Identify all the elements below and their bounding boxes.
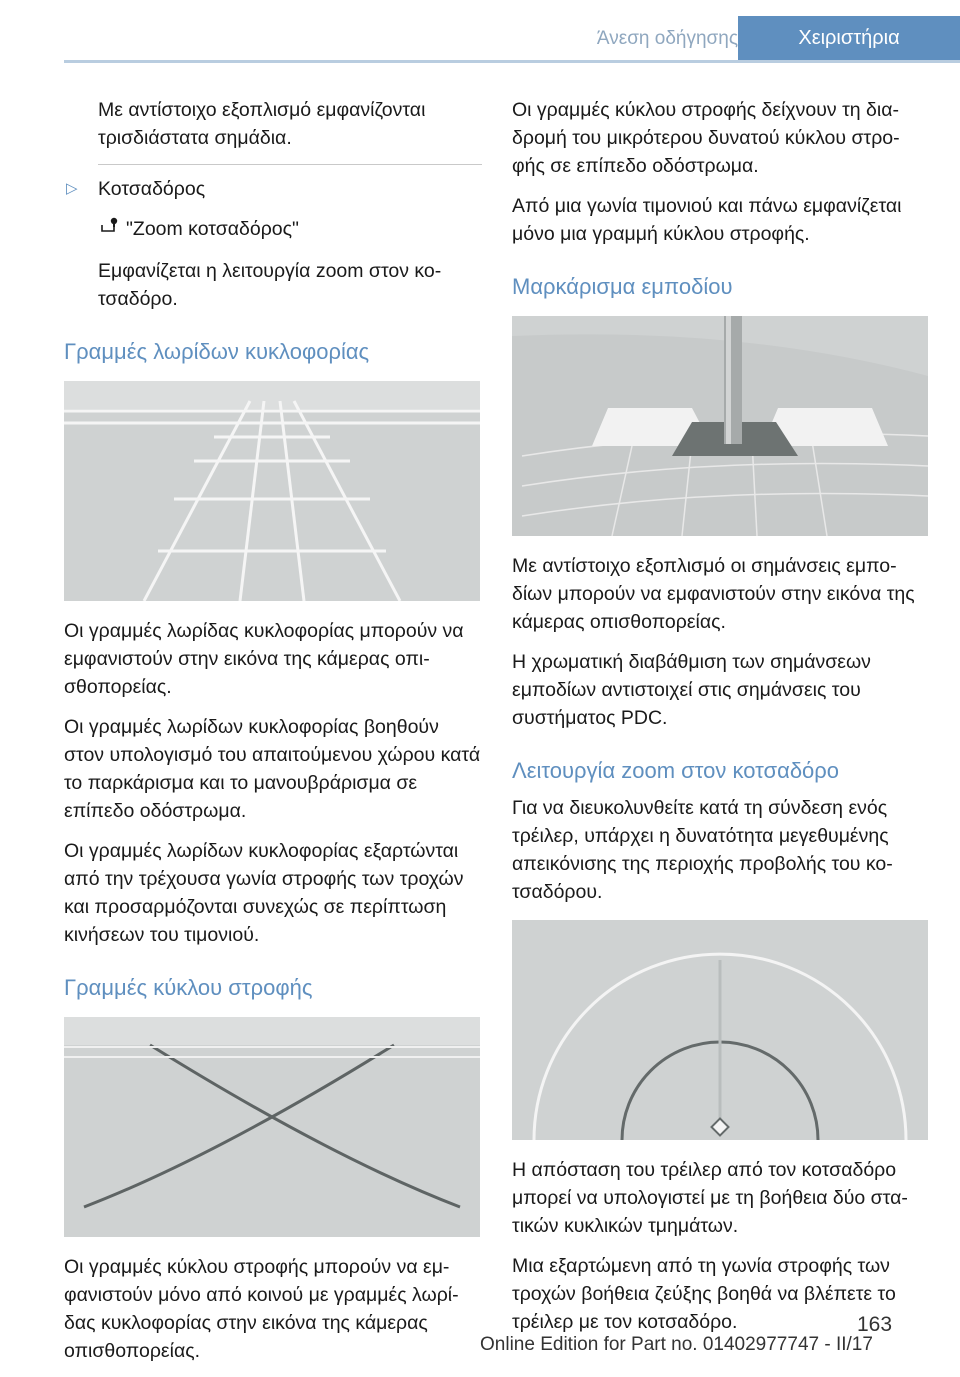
paragraph-turn-2: Οι γραμμές κύκλου στροφής δείχνουν τη δια-δρομή του μικρότερου δυνατού κύκλου στρο-φής σε επίπεδο οδόστρωμα. xyxy=(512,99,900,177)
paragraph-intro: Με αντίστοιχο εξοπλισμό εμφανίζονται τρισδιάστατα σημάδια. xyxy=(98,99,426,149)
chapter-tab-previous[interactable]: Άνεση οδήγησης xyxy=(596,28,738,49)
heading-hitch-zoom: Λειτουργία zoom στον κοτσαδόρο xyxy=(512,758,840,783)
trailer-hitch-icon xyxy=(98,215,120,245)
page-header xyxy=(0,0,960,62)
paragraph-obstacle-2: Η χρωματική διαβάθμιση των σημάνσεων εμποδίων αντιστοιχεί στις σημάνσεις του συστήματος PDC. xyxy=(512,651,871,729)
image-turning-circle xyxy=(64,1017,480,1237)
paragraph-zoom-1: Για να διευκολυνθείτε κατά τη σύνδεση ενός τρέιλερ, υπάρχει η δυνατότητα μεγεθυμένης απεικόνισης της περιοχής προβολής του κο-τσαδόρου. xyxy=(512,797,893,903)
paragraph-lanes-1: Οι γραμμές λωρίδας κυκλοφορίας μπορούν να εμφανιστούν στην εικόνα της κάμερας οπι-σθοπορείας. xyxy=(64,620,464,698)
paragraph-obstacle-1: Με αντίστοιχο εξοπλισμό οι σημάνσεις εμπο-δίων μπορούν να εμφανιστούν στην εικόνα της κάμερας οπισθοπορείας. xyxy=(512,555,915,633)
paragraph-zoom-2: Η απόσταση του τρέιλερ από τον κοτσαδόρο μπορεί να υπολογιστεί με τη βοήθεια δύο στα-τικών κυκλικών τμημάτων. xyxy=(512,1159,908,1237)
paragraph-turn-1: Οι γραμμές κύκλου στροφής μπορούν να εμ-φανιστούν μόνο από κοινού με γραμμές λωρί-δας κυκλοφορίας στην εικόνα της κάμερας οπισθοπορείας. xyxy=(64,1256,459,1362)
chapter-tab-active[interactable]: Χειριστήρια xyxy=(738,16,960,60)
image-lane-lines xyxy=(64,381,480,601)
heading-lane-lines: Γραμμές λωρίδων κυκλοφορίας xyxy=(64,339,370,364)
paragraph-lanes-2: Οι γραμμές λωρίδων κυκλοφορίας βοηθούν στον υπολογισμό του απαιτούμενου χώρου κατά το παρκάρισμα και το μανουβράρισμα σε επίπεδο οδόστρωμα. xyxy=(64,716,481,822)
right-column xyxy=(512,96,930,1348)
paragraph-lanes-3: Οι γραμμές λωρίδων κυκλοφορίας εξαρτώνται από την τρέχουσα γωνία στροφής των τροχών και προσαρμόζονται συνεχώς σε περίπτωση κινήσεων του τιμονιού. xyxy=(64,840,464,946)
header-rule xyxy=(64,60,960,63)
zoom-option xyxy=(64,215,482,245)
image-obstacle-marking xyxy=(512,316,928,536)
heading-turning-circle: Γραμμές κύκλου στροφής xyxy=(64,975,313,1000)
divider xyxy=(98,164,482,165)
bullet-label: Κοτσαδόρος xyxy=(98,178,206,200)
paragraph-zoom-function: Εμφανίζεται η λειτουργία zoom στον κο-τσαδόρο. xyxy=(98,260,442,310)
heading-obstacle-marking: Μαρκάρισμα εμποδίου xyxy=(512,274,733,299)
zoom-option-label: "Zoom κοτσαδόρος" xyxy=(126,218,299,241)
paragraph-turn-3: Από μια γωνία τιμονιού και πάνω εμφανίζεται μόνο μια γραμμή κύκλου στροφής. xyxy=(512,195,902,245)
left-column xyxy=(64,96,482,1377)
bullet-item-hitch xyxy=(64,175,482,203)
paragraph-zoom-3: Μια εξαρτώμενη από τη γωνία στροφής των τροχών βοήθεια ζεύξης βοηθά να βλέπετε το τρέιλερ με τον κοτσαδόρο. xyxy=(512,1255,896,1333)
page-number: 163 xyxy=(857,1313,893,1336)
edition-footer: Online Edition for Part no. 01402977747 - II/17 xyxy=(480,1334,873,1355)
triangle-right-icon: ▷ xyxy=(66,180,78,197)
image-hitch-zoom xyxy=(512,920,928,1140)
